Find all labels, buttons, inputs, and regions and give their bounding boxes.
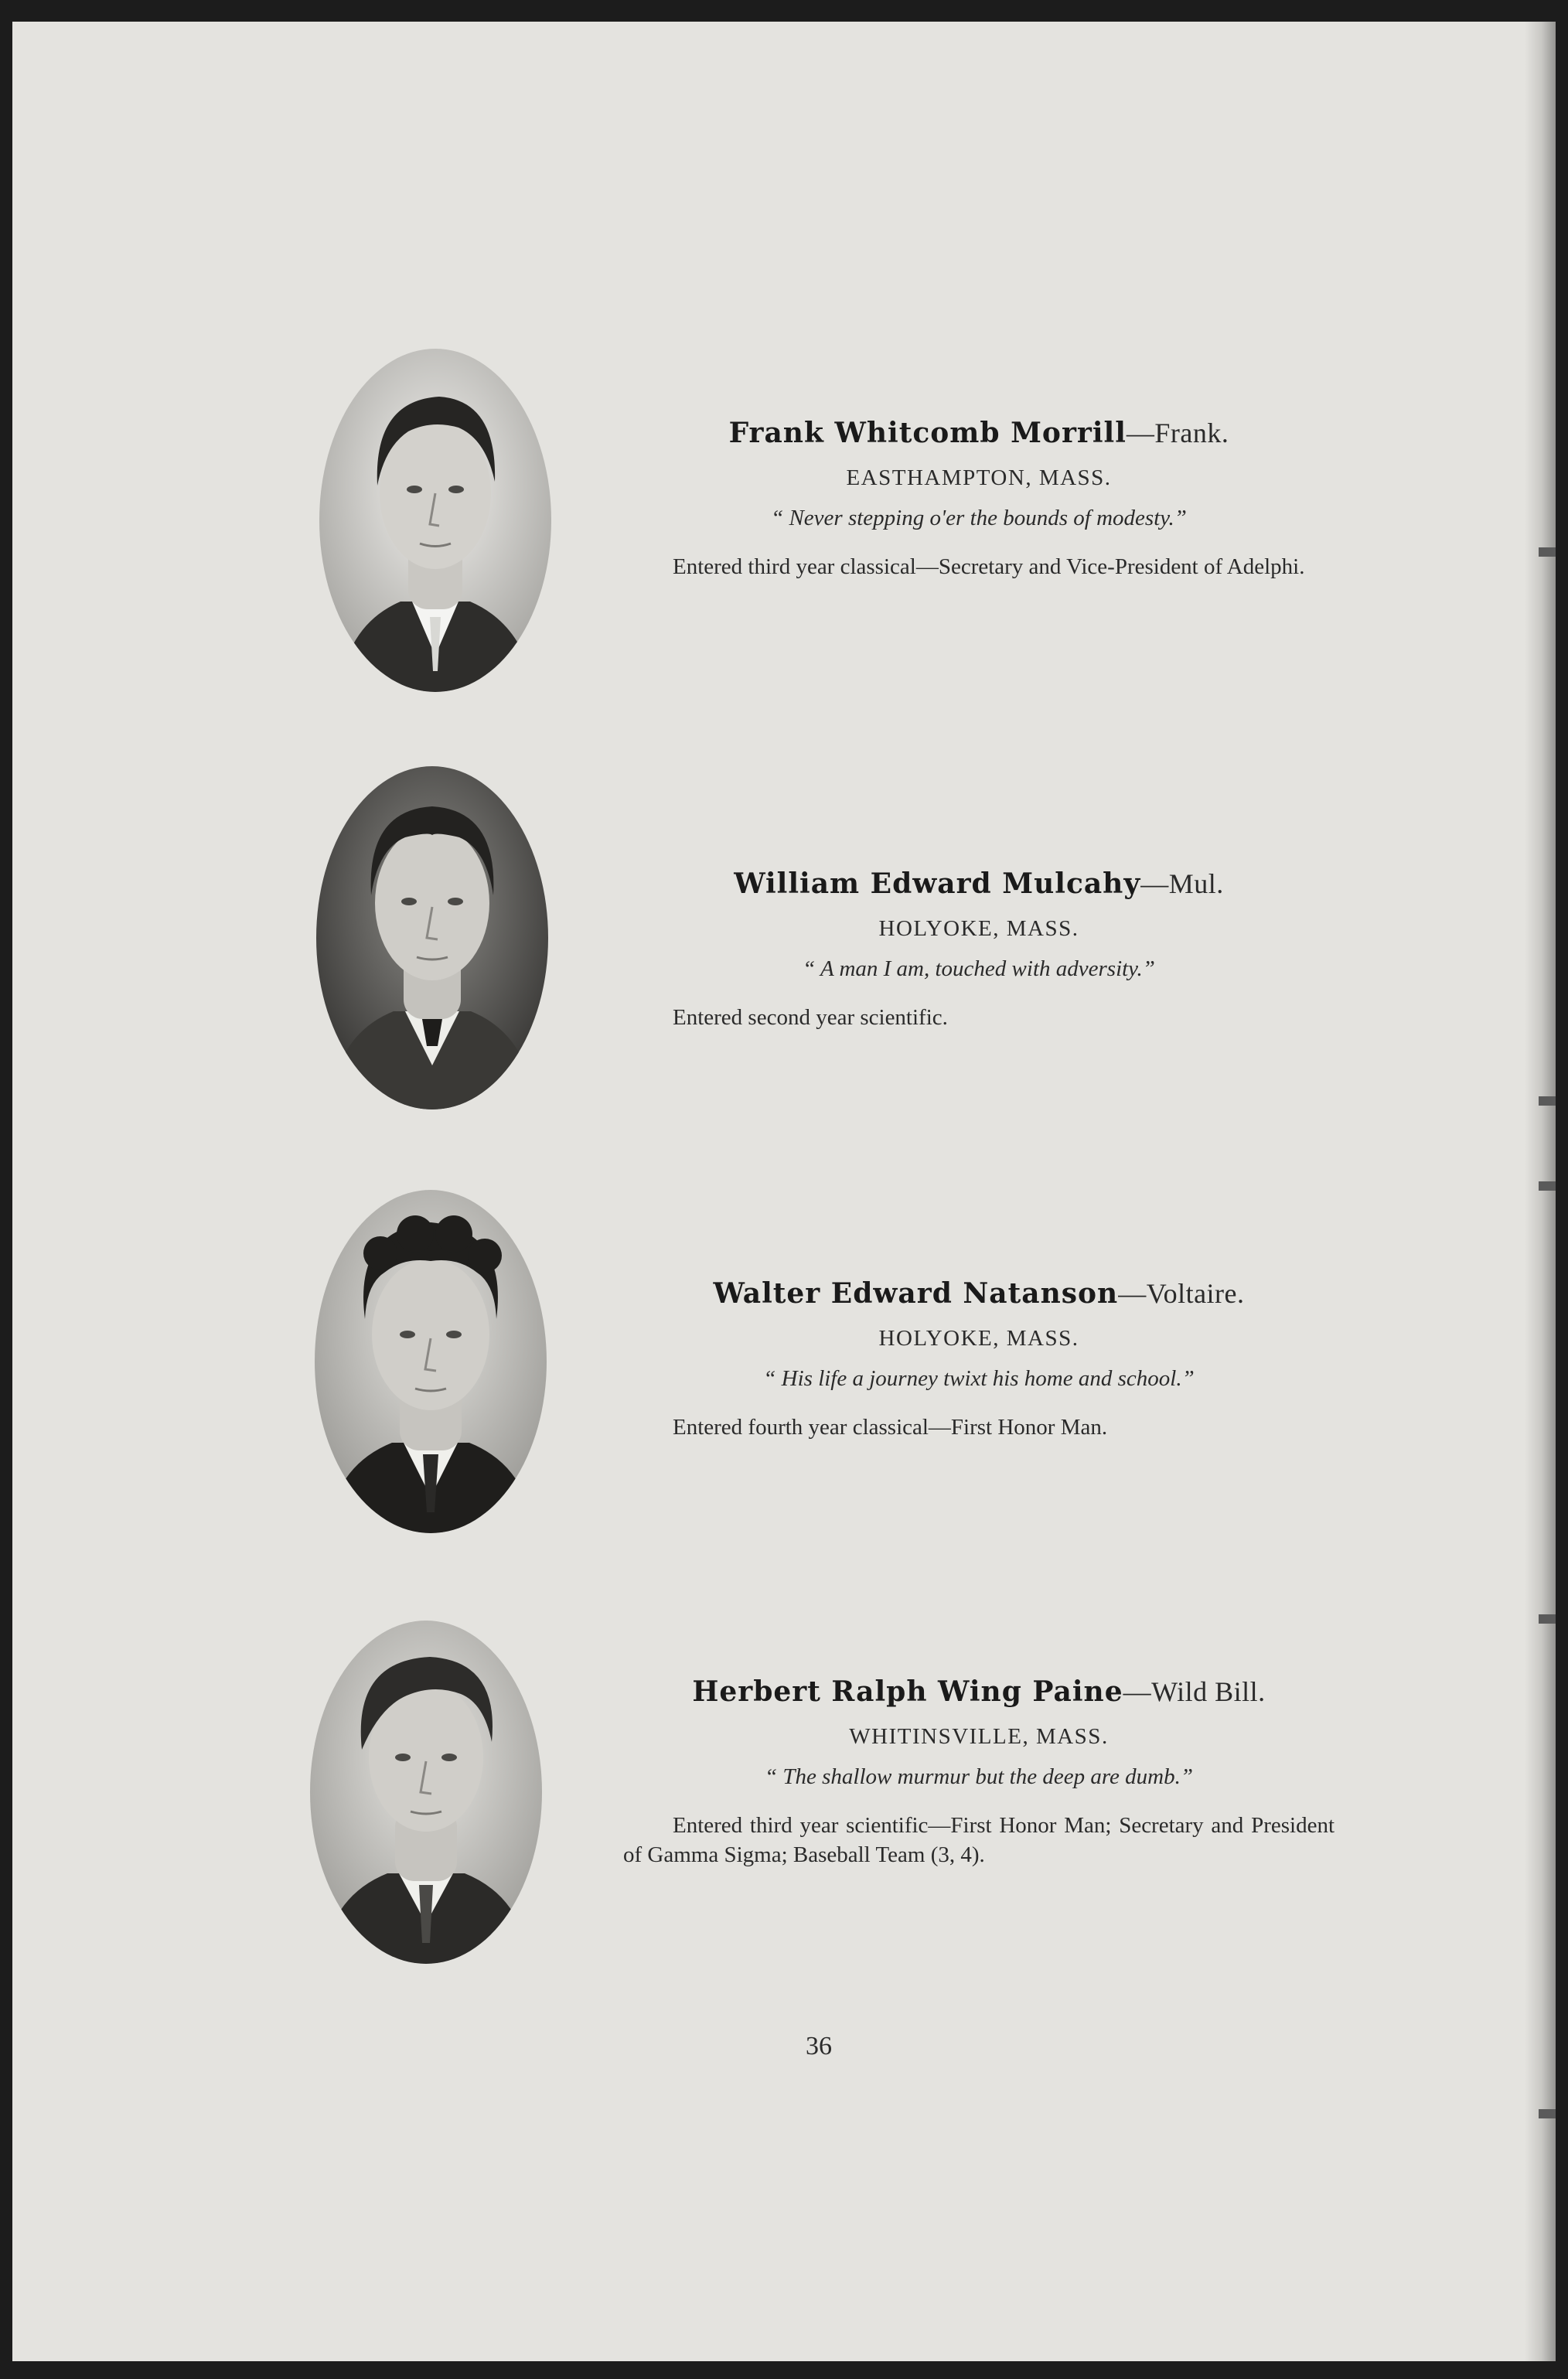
- student-nickname: —Mul.: [1140, 868, 1224, 899]
- student-hometown: HOLYOKE, MASS.: [878, 916, 1079, 941]
- binding-tab: [1539, 547, 1556, 557]
- binding-tab: [1539, 1096, 1556, 1106]
- student-text: [623, 1675, 1335, 1869]
- student-text: [623, 867, 1335, 1032]
- student-motto: “ Never stepping o'er the bounds of modesty.”: [771, 506, 1187, 530]
- student-hometown: HOLYOKE, MASS.: [878, 1326, 1079, 1351]
- student-record: Entered fourth year classical—First Honor Man.: [673, 1415, 1108, 1440]
- student-text: [623, 416, 1335, 581]
- student-record: Entered third year scientific—First Honor Man; Secretary and President of Gamma Sigma; Baseball Team (3, 4).: [623, 1813, 1335, 1867]
- binding-tab: [1539, 1181, 1556, 1191]
- student-portrait: [306, 1618, 546, 1966]
- student-motto: “ The shallow murmur but the deep are dumb.”: [765, 1764, 1193, 1789]
- student-hometown: WHITINSVILLE, MASS.: [849, 1724, 1109, 1749]
- student-hometown: EASTHAMPTON, MASS.: [846, 465, 1112, 490]
- student-name-line: [623, 1276, 1335, 1310]
- binding-tab: [1539, 1614, 1556, 1624]
- yearbook-page: [12, 22, 1556, 2361]
- student-motto: “ His life a journey twixt his home and school.”: [763, 1366, 1195, 1391]
- student-nickname: —Voltaire.: [1118, 1278, 1245, 1309]
- student-text: [623, 1276, 1335, 1442]
- student-portrait: [311, 1188, 551, 1535]
- student-nickname: —Wild Bill.: [1123, 1676, 1266, 1707]
- student-name: Walter Edward Natanson: [713, 1277, 1119, 1310]
- student-record: Entered third year classical—Secretary and Vice-President of Adelphi.: [673, 554, 1305, 579]
- student-name: Frank Whitcomb Morrill: [728, 417, 1127, 449]
- student-name-line: [623, 1675, 1335, 1709]
- student-name: Herbert Ralph Wing Paine: [692, 1675, 1123, 1708]
- page-binding-shadow: [1525, 22, 1556, 2361]
- student-name-line: [623, 867, 1335, 901]
- binding-tab: [1539, 2109, 1556, 2118]
- student-name: William Edward Mulcahy: [734, 867, 1141, 900]
- student-portrait: [312, 764, 552, 1112]
- student-motto: “ A man I am, touched with adversity.”: [803, 956, 1155, 981]
- page-number: 36: [806, 2032, 832, 2060]
- student-portrait: [315, 346, 555, 694]
- student-name-line: [623, 416, 1335, 450]
- student-record: Entered second year scientific.: [673, 1005, 948, 1030]
- student-nickname: —Frank.: [1126, 418, 1229, 448]
